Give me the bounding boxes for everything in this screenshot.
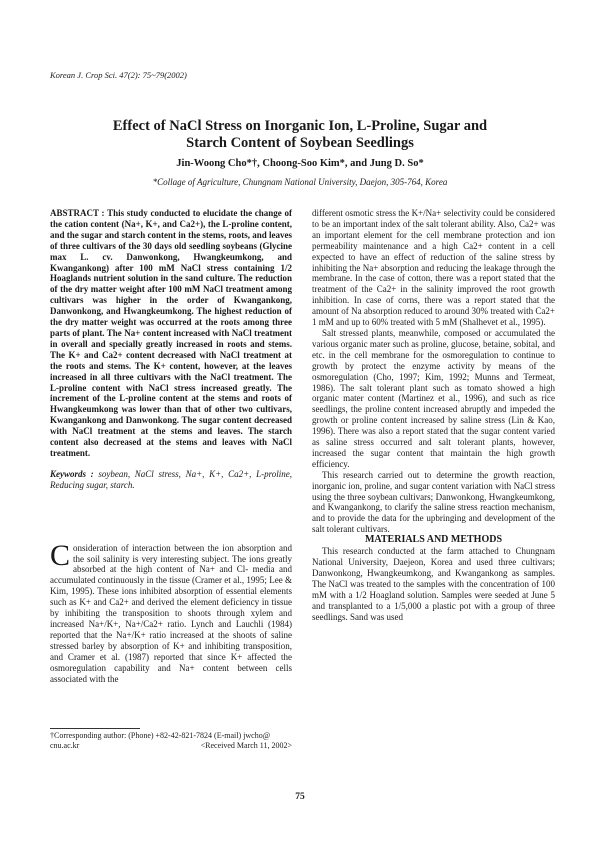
body-paragraph-4: This research conducted at the farm attached to Chungnam National University, Daejeon, Korea and used three cultivars; Danwonkong, Hwangkeumkong, and Kwangankong as samples. The NaCl was treated to the samples with the concentration of 100 mM with a 1/2 Hoagland solution. Samples were seeded at June 5 and transplanted to a 1/5,000 a plastic pot with a group of three seedlings. Sand was used — [312, 546, 555, 622]
footnote — [50, 731, 292, 751]
authors: Jin-Woong Cho*†, Choong-Soo Kim*, and Jung D. So* — [176, 158, 424, 169]
paper-title — [60, 118, 540, 152]
footnote-email-end: cnu.ac.kr — [50, 741, 80, 750]
methods-heading: MATERIALS AND METHODS — [364, 534, 503, 546]
drop-cap: C — [50, 538, 71, 572]
right-column — [312, 208, 555, 622]
body-paragraph-2: Salt stressed plants, meanwhile, composed or accumulated the various organic mater such as proline, glucose, betaine, sobital, and etc. in the cell membrane for the osmoregulation to continue to growth by protect the enzyme activity by means of the osmoregulation (Cho, 1997; Kim, 1992; Munns and Termeat, 1986). The salt tolerant plant such as tomato showed a high organic mater content (Martinez et al., 1996), and such as rice seedlings, the proline content increased abruptly and impeded the growth or proline content increased by saline stress (Lin & Kao, 1996). There was also a report stated that the sugar content varied as saline stress occurred and salt tolerant plants, however, increased the sugar content that maintain the high growth efficiency. — [312, 327, 556, 469]
body-paragraph-3: This research carried out to determine the growth reaction, inorganic ion, proline, and sugar content variation with NaCl stress using the three soybean cultivars; Danwonkong, Hwangkeumkong, and Kwangankong, to clarify the saline stress reaction mechanism, and to provide the data for the upbringing and development of the salt tolerant cultivars. — [312, 469, 555, 535]
footnote-rule — [50, 728, 140, 729]
abstract: ABSTRACT : This study conducted to elucidate the change of the cation content (Na+, K+, and Ca2+), the L-proline content, and the sugar and starch content in the stems, roots, and leaves of three cultivars of the 30 days old seedling soybeans (Glycine max L. cv. Danwonkong, Hwangkeumkong, and Kwangankong) after 100 mM NaCl stress containing 1/2 Hoaglands nutrient solution in the sand culture. The reduction of the dry matter weight after 100 mM NaCl treatment among cultivars was higher in the order of Kwangankong, Danwonkong, and Hwangkeumkong. The highest reduction of the dry matter weight was occurred at the roots among three parts of plant. The Na+ content increased with NaCl treatment in overall and specially greatly increased in roots and stems. The K+ and Ca2+ content decreased with NaCl treatment at the roots and stems. The K+ content, however, at the leaves increased in all three cultivars with the NaCl treatment. The L-proline content with NaCl stress increased greatly. The increment of the L-proline content at the stems and roots of Hwangkeumkong was lower than that of other two cultivars, Kwangankong and Danwonkong. The sugar content decreased with NaCl treatment at the stems and leaves. The starch content also decreased at the stems and leaves with NaCl treatment. — [50, 208, 292, 458]
left-column — [50, 208, 292, 684]
received-date: <Received March 11, 2002> — [200, 741, 292, 750]
keywords-label: Keywords : — [50, 468, 94, 479]
keywords-list: soybean, NaCl stress, Na+, K+, Ca2+, L-proline, Reducing sugar, starch. — [50, 468, 293, 490]
journal-citation: Korean J. Crop Sci. 47(2): 75~79(2002) — [50, 70, 187, 80]
body-paragraph-1: different osmotic stress the K+/Na+ selectivity could be considered to be an important index of the salt tolerant ability. Also, Ca2+ was an important element for the cell membrane protection and ion permeability maintenance and a high Ca2+ content in a cell expected to have an effect of reduction of the saline stress by inhibiting the Na+ absorption and reducing the leakage through the membrane. In the case of cotton, there was a report stated that the treatment of the Ca2+ in the salinity improved the root growth inhibition. In case of corns, there was a report stated that the amount of Na absorption reduced to around 30% treated with Ca2+ 1 mM and up to 60% treated with 5 mM (Shalhevet et al., 1995). — [312, 208, 555, 328]
title-line-1: Effect of NaCl Stress on Inorganic Ion, L-Proline, Sugar and — [112, 118, 488, 134]
footnote-contact: †Corresponding author: (Phone) +82-42-821-7824 (E-mail) jwcho@ — [50, 731, 271, 740]
page-number: 75 — [295, 792, 305, 802]
keywords — [50, 469, 292, 491]
introduction-paragraph — [50, 538, 292, 685]
affiliation: *Collage of Agriculture, Chungnam National University, Daejon, 305-764, Korea — [152, 177, 448, 187]
title-line-2: Starch Content of Soybean Seedlings — [186, 135, 414, 151]
introduction-text: onsideration of interaction between the ion absorption and the soil salinity is very interesting subject. The ions greatly absorbed at the high content of Na+ and Cl- media and accumulated continuously in the tissue (Cramer et al., 1995; Lee & Kim, 1995). These ions inhibited absorption of essential elements such as K+ and Ca2+ and derived the element deficiency in tissue by inhibiting the transposition to shoots through xylem and increased Na+/K+, Na+/Ca2+ ratio. Lynch and Lauchli (1984) reported that the Na+/K+ ratio increased at the shoots of saline stressed barley by absorption of K+ and inhibiting transposition, and Cramer et al. (1987) reported that since K+ affected the osmoregulation capability and Na+ content between cells associated with the — [50, 542, 292, 684]
